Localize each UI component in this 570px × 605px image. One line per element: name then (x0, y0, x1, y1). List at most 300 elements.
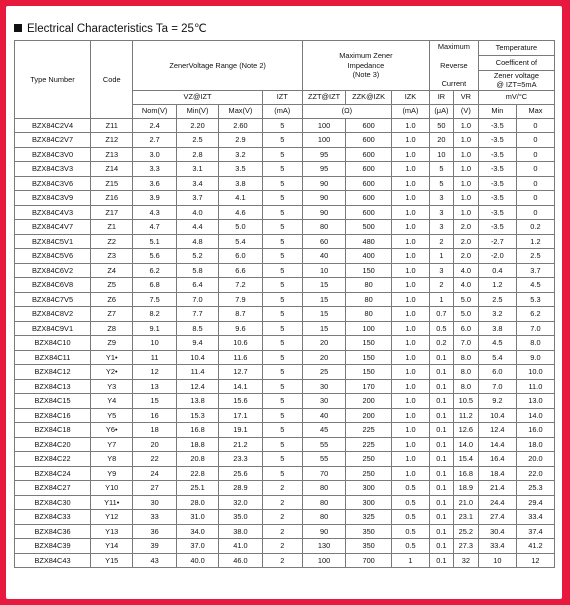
table-row (15, 452, 555, 467)
zzt-cell: 15 (302, 321, 345, 336)
table-row (15, 408, 555, 423)
type-number-cell: BZX84C3V9 (15, 191, 91, 206)
ir-cell: 0.1 (429, 379, 453, 394)
max-v-cell: 38.0 (219, 524, 262, 539)
max-impedance-header: Maximum Zener Impedance (Note 3) (302, 41, 429, 91)
max-v-cell: 6.6 (219, 263, 262, 278)
ir-cell: 0.1 (429, 365, 453, 380)
vr-cell: 12.6 (453, 423, 478, 438)
max-v-cell: 5.4 (219, 234, 262, 249)
nom-v-cell: 11 (133, 350, 176, 365)
izk-cell: 1.0 (391, 466, 429, 481)
table-row (15, 176, 555, 191)
min-v-cell: 6.4 (176, 278, 218, 293)
izt-cell: 5 (262, 249, 302, 264)
table-row (15, 133, 555, 148)
min-v-cell: 4.4 (176, 220, 218, 235)
temp-max-cell: 5.3 (516, 292, 554, 307)
max-v-cell: 7.9 (219, 292, 262, 307)
izt-cell: 5 (262, 394, 302, 409)
temp-min-cell: 24.4 (478, 495, 516, 510)
temp-min-cell: 7.0 (478, 379, 516, 394)
izk-cell: 1.0 (391, 118, 429, 133)
vr-cell: 2.0 (453, 234, 478, 249)
temp-min-cell: 6.0 (478, 365, 516, 380)
temp-min-cell: -3.5 (478, 118, 516, 133)
electrical-characteristics-table (14, 40, 555, 568)
izk-cell: 0.5 (391, 510, 429, 525)
vr-cell: 25.2 (453, 524, 478, 539)
type-number-cell: BZX84C7V5 (15, 292, 91, 307)
zzk-cell: 80 (346, 307, 392, 322)
table-row (15, 437, 555, 452)
izk-cell: 0.5 (391, 524, 429, 539)
code-cell: Z8 (91, 321, 133, 336)
code-cell: Y4 (91, 394, 133, 409)
temp-min-cell: 1.2 (478, 278, 516, 293)
nom-v-cell: 6.8 (133, 278, 176, 293)
zzk-cell: 325 (346, 510, 392, 525)
max-v-cell: 6.0 (219, 249, 262, 264)
ir-cell: 2 (429, 278, 453, 293)
max-v-cell: 11.6 (219, 350, 262, 365)
code-cell: Y15 (91, 553, 133, 568)
nom-v-cell: 18 (133, 423, 176, 438)
temp-max-cell: 22.0 (516, 466, 554, 481)
izt-cell: 5 (262, 336, 302, 351)
temp-min-cell: 21.4 (478, 481, 516, 496)
nom-v-cell: 20 (133, 437, 176, 452)
min-v-cell: 15.3 (176, 408, 218, 423)
type-number-header: Type Number (15, 41, 91, 119)
table-row (15, 539, 555, 554)
nom-v-cell: 7.5 (133, 292, 176, 307)
ir-cell: 0.1 (429, 350, 453, 365)
table-row (15, 553, 555, 568)
ir-header: IR (429, 90, 453, 104)
temp-min-cell: -3.5 (478, 176, 516, 191)
ir-cell: 10 (429, 147, 453, 162)
v-header: (V) (453, 104, 478, 118)
max-v-cell: 3.2 (219, 147, 262, 162)
max-v-cell: 2.60 (219, 118, 262, 133)
zzk-cell: 250 (346, 452, 392, 467)
code-cell: Y8 (91, 452, 133, 467)
temp-max-cell: 0 (516, 147, 554, 162)
code-cell: Z16 (91, 191, 133, 206)
square-bullet-icon (14, 24, 22, 32)
zzt-cell: 60 (302, 234, 345, 249)
type-number-cell: BZX84C30 (15, 495, 91, 510)
izt-cell: 2 (262, 510, 302, 525)
nom-v-cell: 6.2 (133, 263, 176, 278)
zzt-cell: 80 (302, 510, 345, 525)
izt-cell: 5 (262, 452, 302, 467)
min-v-cell: 8.5 (176, 321, 218, 336)
ir-cell: 0.1 (429, 553, 453, 568)
temp-max-cell: 13.0 (516, 394, 554, 409)
izt-cell: 5 (262, 191, 302, 206)
ir-cell: 0.1 (429, 452, 453, 467)
temp-min-cell: -3.5 (478, 205, 516, 220)
zzk-header: ZZK@IZK (346, 90, 392, 104)
vr-cell: 1.0 (453, 133, 478, 148)
type-number-cell: BZX84C6V8 (15, 278, 91, 293)
ir-cell: 3 (429, 191, 453, 206)
ir-cell: 3 (429, 205, 453, 220)
izk-cell: 1.0 (391, 234, 429, 249)
table-row (15, 466, 555, 481)
temp-max-cell: 16.0 (516, 423, 554, 438)
max-v-cell: 8.7 (219, 307, 262, 322)
vr-cell: 4.0 (453, 278, 478, 293)
izt-cell: 5 (262, 220, 302, 235)
type-number-cell: BZX84C5V6 (15, 249, 91, 264)
temp-max-cell: 33.4 (516, 510, 554, 525)
izt-cell: 5 (262, 263, 302, 278)
temp-min-cell: 3.8 (478, 321, 516, 336)
table-row (15, 423, 555, 438)
izk-cell: 1.0 (391, 365, 429, 380)
temp-max-cell: 0 (516, 205, 554, 220)
izk-cell: 1.0 (391, 408, 429, 423)
max-header: Max (516, 104, 554, 118)
ir-cell: 1 (429, 292, 453, 307)
izt-cell: 5 (262, 350, 302, 365)
max-v-cell: 5.0 (219, 220, 262, 235)
type-number-cell: BZX84C2V7 (15, 133, 91, 148)
max-v-cell: 25.6 (219, 466, 262, 481)
nom-v-cell: 13 (133, 379, 176, 394)
zzt-cell: 100 (302, 553, 345, 568)
vr-cell: 1.0 (453, 147, 478, 162)
zzk-cell: 300 (346, 495, 392, 510)
min-v-cell: 7.7 (176, 307, 218, 322)
zzk-cell: 80 (346, 278, 392, 293)
temp-max-cell: 8.0 (516, 336, 554, 351)
table-row (15, 220, 555, 235)
izt-cell: 5 (262, 321, 302, 336)
zzt-cell: 20 (302, 350, 345, 365)
type-number-cell: BZX84C5V1 (15, 234, 91, 249)
temp-min-cell: -2.0 (478, 249, 516, 264)
vr-cell: 8.0 (453, 365, 478, 380)
min-v-cell: 25.1 (176, 481, 218, 496)
zzk-cell: 350 (346, 524, 392, 539)
izk-cell: 1.0 (391, 133, 429, 148)
zzt-cell: 15 (302, 307, 345, 322)
izk-cell: 1.0 (391, 394, 429, 409)
temp-min-cell: -2.7 (478, 234, 516, 249)
min-v-cell: 16.8 (176, 423, 218, 438)
type-number-cell: BZX84C3V6 (15, 176, 91, 191)
vr-cell: 7.0 (453, 336, 478, 351)
zzk-cell: 600 (346, 162, 392, 177)
table-row (15, 307, 555, 322)
zzt-cell: 20 (302, 336, 345, 351)
nom-v-cell: 4.7 (133, 220, 176, 235)
zzk-cell: 225 (346, 423, 392, 438)
max-v-header: Max(V) (219, 104, 262, 118)
type-number-cell: BZX84C2V4 (15, 118, 91, 133)
temp-max-cell: 10.0 (516, 365, 554, 380)
min-v-cell: 9.4 (176, 336, 218, 351)
izk-cell: 1.0 (391, 147, 429, 162)
temp-min-cell: 0.4 (478, 263, 516, 278)
izt-cell: 5 (262, 162, 302, 177)
nom-v-cell: 5.1 (133, 234, 176, 249)
type-number-cell: BZX84C33 (15, 510, 91, 525)
vr-cell: 23.1 (453, 510, 478, 525)
nom-v-cell: 3.9 (133, 191, 176, 206)
zzk-cell: 400 (346, 249, 392, 264)
max-v-cell: 32.0 (219, 495, 262, 510)
ir-cell: 0.2 (429, 336, 453, 351)
min-v-cell: 4.0 (176, 205, 218, 220)
code-cell: Y1• (91, 350, 133, 365)
vr-cell: 11.2 (453, 408, 478, 423)
min-v-cell: 10.4 (176, 350, 218, 365)
izk-cell: 1.0 (391, 423, 429, 438)
ir-cell: 20 (429, 133, 453, 148)
ir-cell: 0.1 (429, 408, 453, 423)
temp-max-cell: 0 (516, 176, 554, 191)
type-number-cell: BZX84C24 (15, 466, 91, 481)
vr-cell: 2.0 (453, 249, 478, 264)
izt-cell: 5 (262, 379, 302, 394)
max-v-cell: 35.0 (219, 510, 262, 525)
zzk-cell: 600 (346, 205, 392, 220)
ir-cell: 0.1 (429, 466, 453, 481)
max-v-cell: 14.1 (219, 379, 262, 394)
nom-v-cell: 2.7 (133, 133, 176, 148)
izt-cell: 5 (262, 307, 302, 322)
nom-v-cell: 15 (133, 394, 176, 409)
temp-min-cell: 10.4 (478, 408, 516, 423)
table-row (15, 510, 555, 525)
max-v-cell: 3.5 (219, 162, 262, 177)
temp-min-cell: 27.4 (478, 510, 516, 525)
table-row (15, 147, 555, 162)
temp-min-cell: 9.2 (478, 394, 516, 409)
zzt-cell: 55 (302, 437, 345, 452)
vr-cell: 1.0 (453, 205, 478, 220)
min-v-cell: 12.4 (176, 379, 218, 394)
nom-v-cell: 39 (133, 539, 176, 554)
section-title (14, 21, 207, 35)
temp-max-cell: 6.2 (516, 307, 554, 322)
ir-cell: 0.1 (429, 394, 453, 409)
type-number-cell: BZX84C36 (15, 524, 91, 539)
reverse-current-header: Maximum Reverse Current (429, 41, 478, 91)
zzt-header: ZZT@IZT (302, 90, 345, 104)
nom-v-cell: 5.6 (133, 249, 176, 264)
code-cell: Y11• (91, 495, 133, 510)
izt-cell: 5 (262, 365, 302, 380)
code-cell: Z12 (91, 133, 133, 148)
izt-cell: 2 (262, 524, 302, 539)
type-number-cell: BZX84C8V2 (15, 307, 91, 322)
temp-min-cell: 14.4 (478, 437, 516, 452)
temp-max-cell: 0 (516, 191, 554, 206)
table-row (15, 524, 555, 539)
code-cell: Y12 (91, 510, 133, 525)
izk-cell: 1.0 (391, 162, 429, 177)
table-row (15, 481, 555, 496)
izt-cell: 5 (262, 118, 302, 133)
vr-cell: 10.5 (453, 394, 478, 409)
nom-v-cell: 9.1 (133, 321, 176, 336)
zzt-cell: 100 (302, 118, 345, 133)
code-cell: Z1 (91, 220, 133, 235)
code-cell: Z5 (91, 278, 133, 293)
type-number-cell: BZX84C11 (15, 350, 91, 365)
table-row (15, 350, 555, 365)
max-v-cell: 4.1 (219, 191, 262, 206)
vr-cell: 8.0 (453, 379, 478, 394)
temp-max-cell: 41.2 (516, 539, 554, 554)
min-v-cell: 3.4 (176, 176, 218, 191)
type-number-cell: BZX84C15 (15, 394, 91, 409)
izk-cell: 0.5 (391, 539, 429, 554)
type-number-cell: BZX84C43 (15, 553, 91, 568)
nom-header: Nom(V) (133, 104, 176, 118)
izk-cell: 1.0 (391, 307, 429, 322)
zzt-cell: 80 (302, 481, 345, 496)
table-row (15, 495, 555, 510)
temp-min-cell: 5.4 (478, 350, 516, 365)
nom-v-cell: 10 (133, 336, 176, 351)
izk-cell: 1 (391, 553, 429, 568)
table-row (15, 379, 555, 394)
nom-v-cell: 2.4 (133, 118, 176, 133)
zzt-cell: 80 (302, 220, 345, 235)
zzt-cell: 40 (302, 408, 345, 423)
nom-v-cell: 12 (133, 365, 176, 380)
izt-cell: 2 (262, 495, 302, 510)
nom-v-cell: 27 (133, 481, 176, 496)
nom-v-cell: 3.3 (133, 162, 176, 177)
temp-max-cell: 0.2 (516, 220, 554, 235)
table-row (15, 205, 555, 220)
temp-min-cell: 2.5 (478, 292, 516, 307)
code-cell: Z9 (91, 336, 133, 351)
zzt-cell: 90 (302, 176, 345, 191)
code-cell: Z14 (91, 162, 133, 177)
code-header: Code (91, 41, 133, 119)
section-title-text: Electrical Characteristics Ta = 25℃ (27, 23, 207, 35)
type-number-cell: BZX84C3V0 (15, 147, 91, 162)
code-cell: Y9 (91, 466, 133, 481)
type-number-cell: BZX84C20 (15, 437, 91, 452)
izk-header: IZK (391, 90, 429, 104)
max-v-cell: 9.6 (219, 321, 262, 336)
ir-cell: 5 (429, 162, 453, 177)
max-v-cell: 7.2 (219, 278, 262, 293)
zzt-cell: 95 (302, 162, 345, 177)
ir-cell: 5 (429, 176, 453, 191)
ma2-header: (mA) (391, 104, 429, 118)
code-cell: Z7 (91, 307, 133, 322)
type-number-cell: BZX84C39 (15, 539, 91, 554)
temp-max-cell: 11.0 (516, 379, 554, 394)
temp-max-cell: 18.0 (516, 437, 554, 452)
ir-cell: 0.1 (429, 495, 453, 510)
izk-cell: 1.0 (391, 452, 429, 467)
zzt-cell: 80 (302, 495, 345, 510)
vr-cell: 1.0 (453, 162, 478, 177)
vr-cell: 15.4 (453, 452, 478, 467)
table-row (15, 263, 555, 278)
ir-cell: 50 (429, 118, 453, 133)
min-v-cell: 40.0 (176, 553, 218, 568)
izt-cell: 2 (262, 553, 302, 568)
min-header: Min (478, 104, 516, 118)
code-cell: Y13 (91, 524, 133, 539)
max-v-cell: 12.7 (219, 365, 262, 380)
min-v-cell: 7.0 (176, 292, 218, 307)
vr-cell: 6.0 (453, 321, 478, 336)
zzk-cell: 100 (346, 321, 392, 336)
vr-cell: 16.8 (453, 466, 478, 481)
type-number-cell: BZX84C18 (15, 423, 91, 438)
code-cell: Y14 (91, 539, 133, 554)
temp-max-cell: 0 (516, 118, 554, 133)
nom-v-cell: 3.0 (133, 147, 176, 162)
ma-header: (mA) (262, 104, 302, 118)
min-v-header: Min(V) (176, 104, 218, 118)
min-v-cell: 2.8 (176, 147, 218, 162)
zzk-cell: 600 (346, 147, 392, 162)
temp-min-cell: -3.5 (478, 162, 516, 177)
izk-cell: 1.0 (391, 321, 429, 336)
ir-cell: 3 (429, 263, 453, 278)
zzt-cell: 130 (302, 539, 345, 554)
min-v-cell: 22.8 (176, 466, 218, 481)
temp-max-cell: 0 (516, 162, 554, 177)
temp-max-cell: 20.0 (516, 452, 554, 467)
vr-cell: 2.0 (453, 220, 478, 235)
izk-cell: 1.0 (391, 350, 429, 365)
type-number-cell: BZX84C22 (15, 452, 91, 467)
temp-max-cell: 29.4 (516, 495, 554, 510)
zzk-cell: 200 (346, 408, 392, 423)
temp-min-cell: 4.5 (478, 336, 516, 351)
temp-coeff-header-2: Coefficent of (478, 56, 554, 71)
nom-v-cell: 36 (133, 524, 176, 539)
table-row (15, 321, 555, 336)
ohm-header: (Ω) (302, 104, 391, 118)
zzt-cell: 45 (302, 423, 345, 438)
code-cell: Y6• (91, 423, 133, 438)
zzk-cell: 480 (346, 234, 392, 249)
min-v-cell: 5.8 (176, 263, 218, 278)
min-v-cell: 4.8 (176, 234, 218, 249)
vr-cell: 21.0 (453, 495, 478, 510)
izt-cell: 5 (262, 234, 302, 249)
vr-cell: 5.0 (453, 292, 478, 307)
zzk-cell: 200 (346, 394, 392, 409)
table-row (15, 394, 555, 409)
max-v-cell: 28.9 (219, 481, 262, 496)
izk-cell: 1.0 (391, 191, 429, 206)
max-v-cell: 10.6 (219, 336, 262, 351)
zzt-cell: 100 (302, 133, 345, 148)
temp-min-cell: -3.5 (478, 191, 516, 206)
zzk-cell: 600 (346, 133, 392, 148)
izk-cell: 1.0 (391, 336, 429, 351)
ir-cell: 0.1 (429, 539, 453, 554)
